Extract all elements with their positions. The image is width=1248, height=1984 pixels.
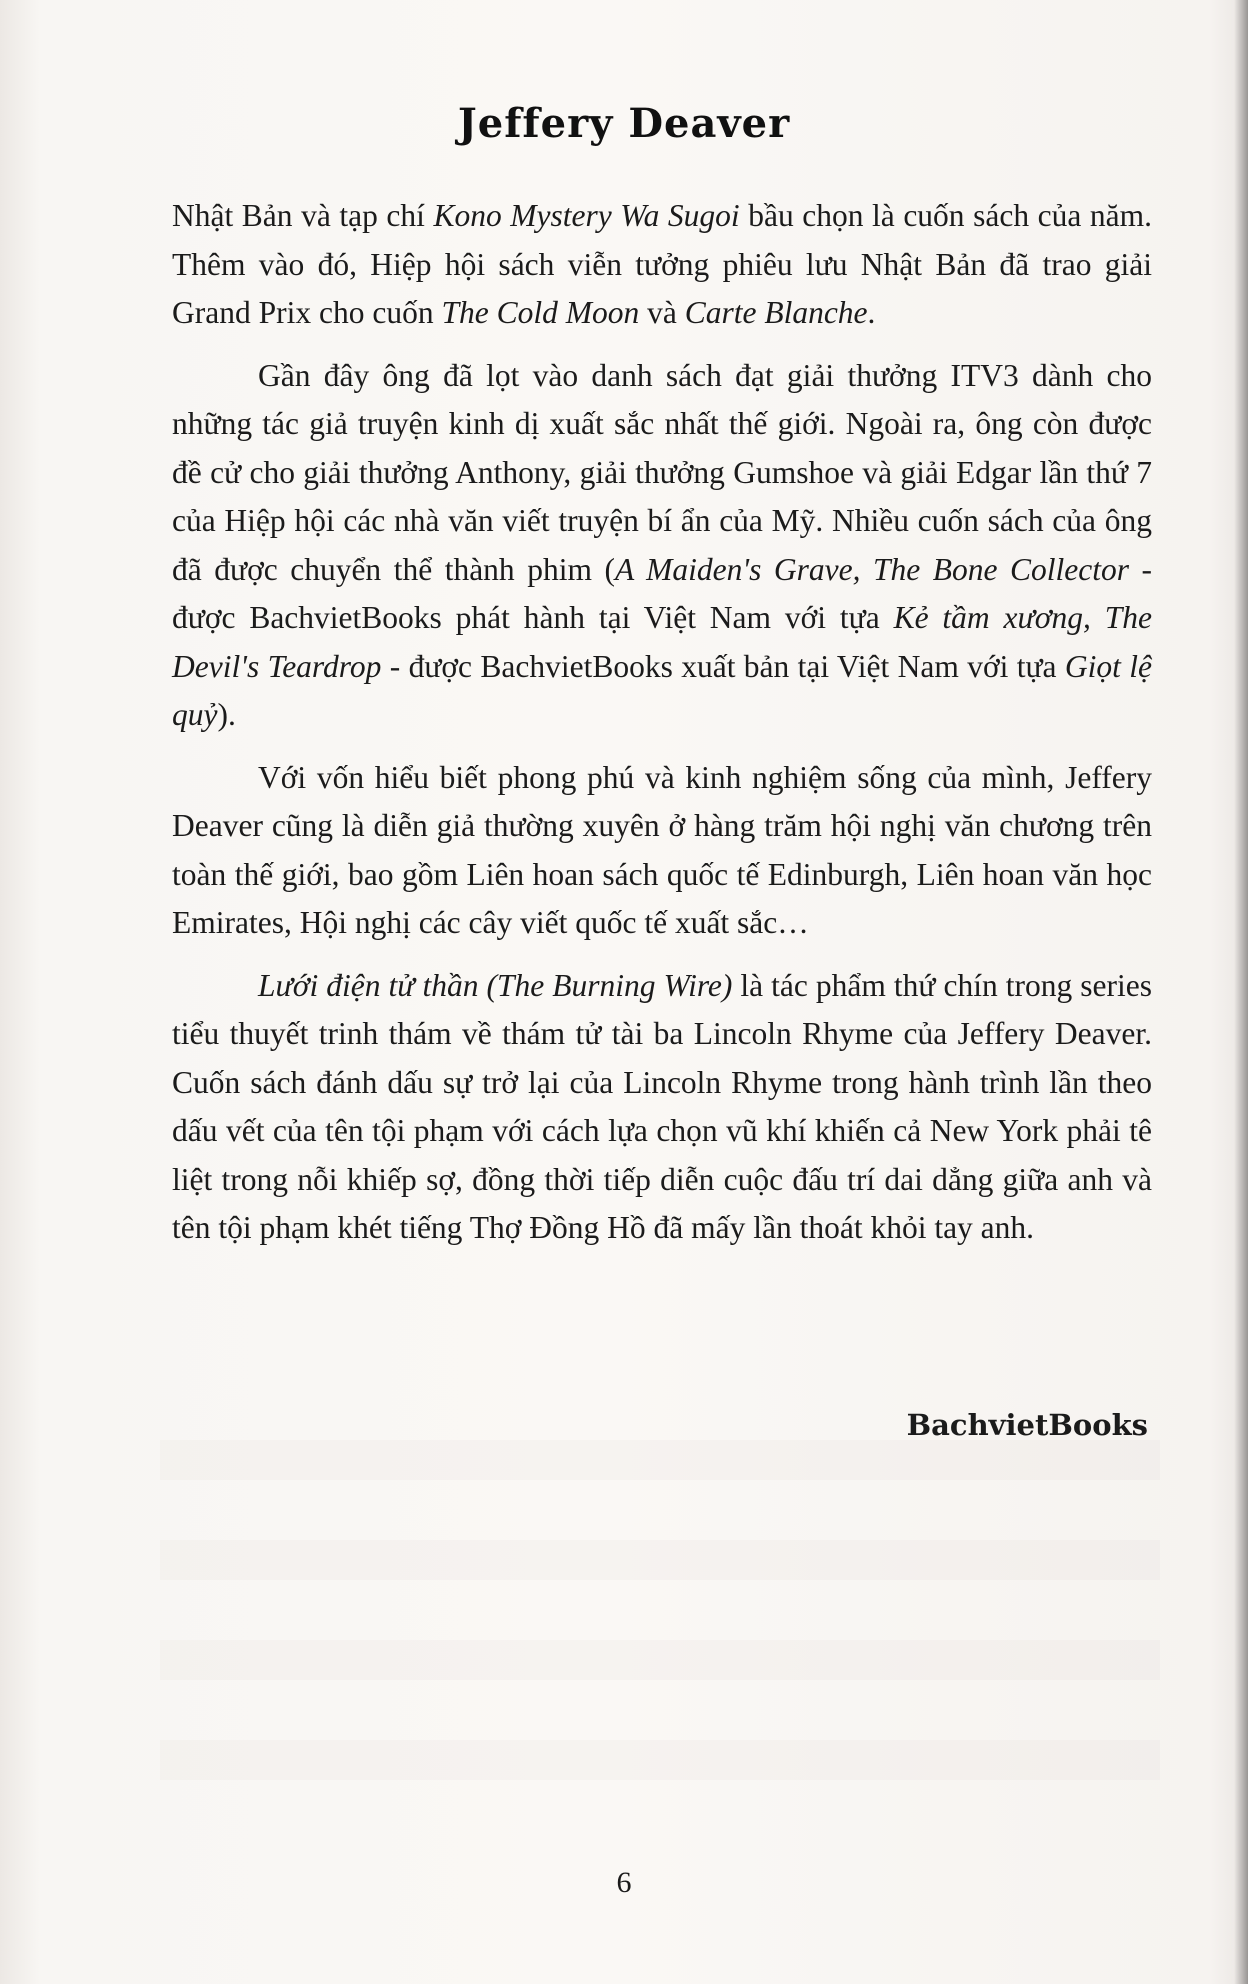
show-through: [160, 1640, 1160, 1680]
text-run: .: [867, 295, 876, 330]
italic-run: Carte Blanche: [684, 295, 868, 330]
page-edge-shadow: [1234, 0, 1248, 1984]
italic-run: Lưới điện tử thần (The Burning Wire): [258, 967, 733, 1003]
body-text: [172, 192, 1152, 1267]
text-run: bầu chọn là cuốn sách của năm. Thêm vào đó, Hiệp hội sách viễn tưởng phiêu lưu Nhật Bản đã trao giải Grand Prix cho cuốn: [172, 198, 1153, 330]
italic-run: Kono Mystery Wa Sugoi: [433, 198, 740, 233]
italic-run: Kẻ tầm xương, The Devil's Teardrop: [172, 600, 1152, 684]
text-run: Với vốn hiểu biết phong phú và kinh nghiệm sống của mình, Jeffery Deaver cũng là diễn giả thường xuyên ở hàng trăm hội nghị văn chương trên toàn thế giới, bao gồm Liên hoan sách quốc tế Edinburgh, Liên hoan văn học Emirates, Hội nghị các cây viết quốc tế xuất sắc…: [172, 759, 1152, 940]
paragraph: [172, 962, 1152, 1253]
show-through: [160, 1740, 1160, 1780]
text-run: Nhật Bản và tạp chí: [172, 198, 434, 233]
text-run: là tác phẩm thứ chín trong series tiểu thuyết trinh thám về thám tử tài ba Lincoln Rhyme của Jeffery Deaver. Cuốn sách đánh dấu sự trở lại của Lincoln Rhyme trong hành trình lần theo dấu vết của tên tội phạm với cách lựa chọn vũ khí khiến cả New York phải tê liệt trong nỗi khiếp sợ, đồng thời tiếp diễn cuộc đấu trí dai dẳng giữa anh và tên tội phạm khét tiếng Thợ Đồng Hồ đã mấy lần thoát khỏi tay anh.: [172, 967, 1153, 1245]
text-run: ).: [217, 697, 236, 732]
italic-run: Giọt lệ quỷ: [172, 648, 1152, 732]
show-through: [160, 1540, 1160, 1580]
italic-run: The Cold Moon: [441, 295, 640, 330]
italic-run: A Maiden's Grave, The Bone Collector: [614, 551, 1129, 587]
paragraph: [172, 192, 1152, 338]
text-run: - được BachvietBooks xuất bản tại Việt Nam với tựa: [381, 648, 1065, 684]
running-header: Jeffery Deaver: [457, 100, 791, 147]
text-run: Gần đây ông đã lọt vào danh sách đạt giải thưởng ITV3 dành cho những tác giả truyện kinh dị xuất sắc nhất thế giới. Ngoài ra, ông còn được đề cử cho giải thưởng Anthony, giải thưởng Gumshoe và giải Edgar lần thứ 7 của Hiệp hội các nhà văn viết truyện bí ẩn của Mỹ. Nhiều cuốn sách của ông đã được chuyển thể thành phim (: [172, 357, 1152, 587]
show-through: [160, 1440, 1160, 1480]
signature: BachvietBooks: [906, 1408, 1148, 1442]
paragraph: [172, 754, 1152, 948]
paragraph: [172, 352, 1152, 740]
text-run: và: [639, 295, 685, 330]
text-run: - được BachvietBooks phát hành tại Việt Nam với tựa: [172, 551, 1152, 635]
page-number: 6: [616, 1866, 632, 1899]
